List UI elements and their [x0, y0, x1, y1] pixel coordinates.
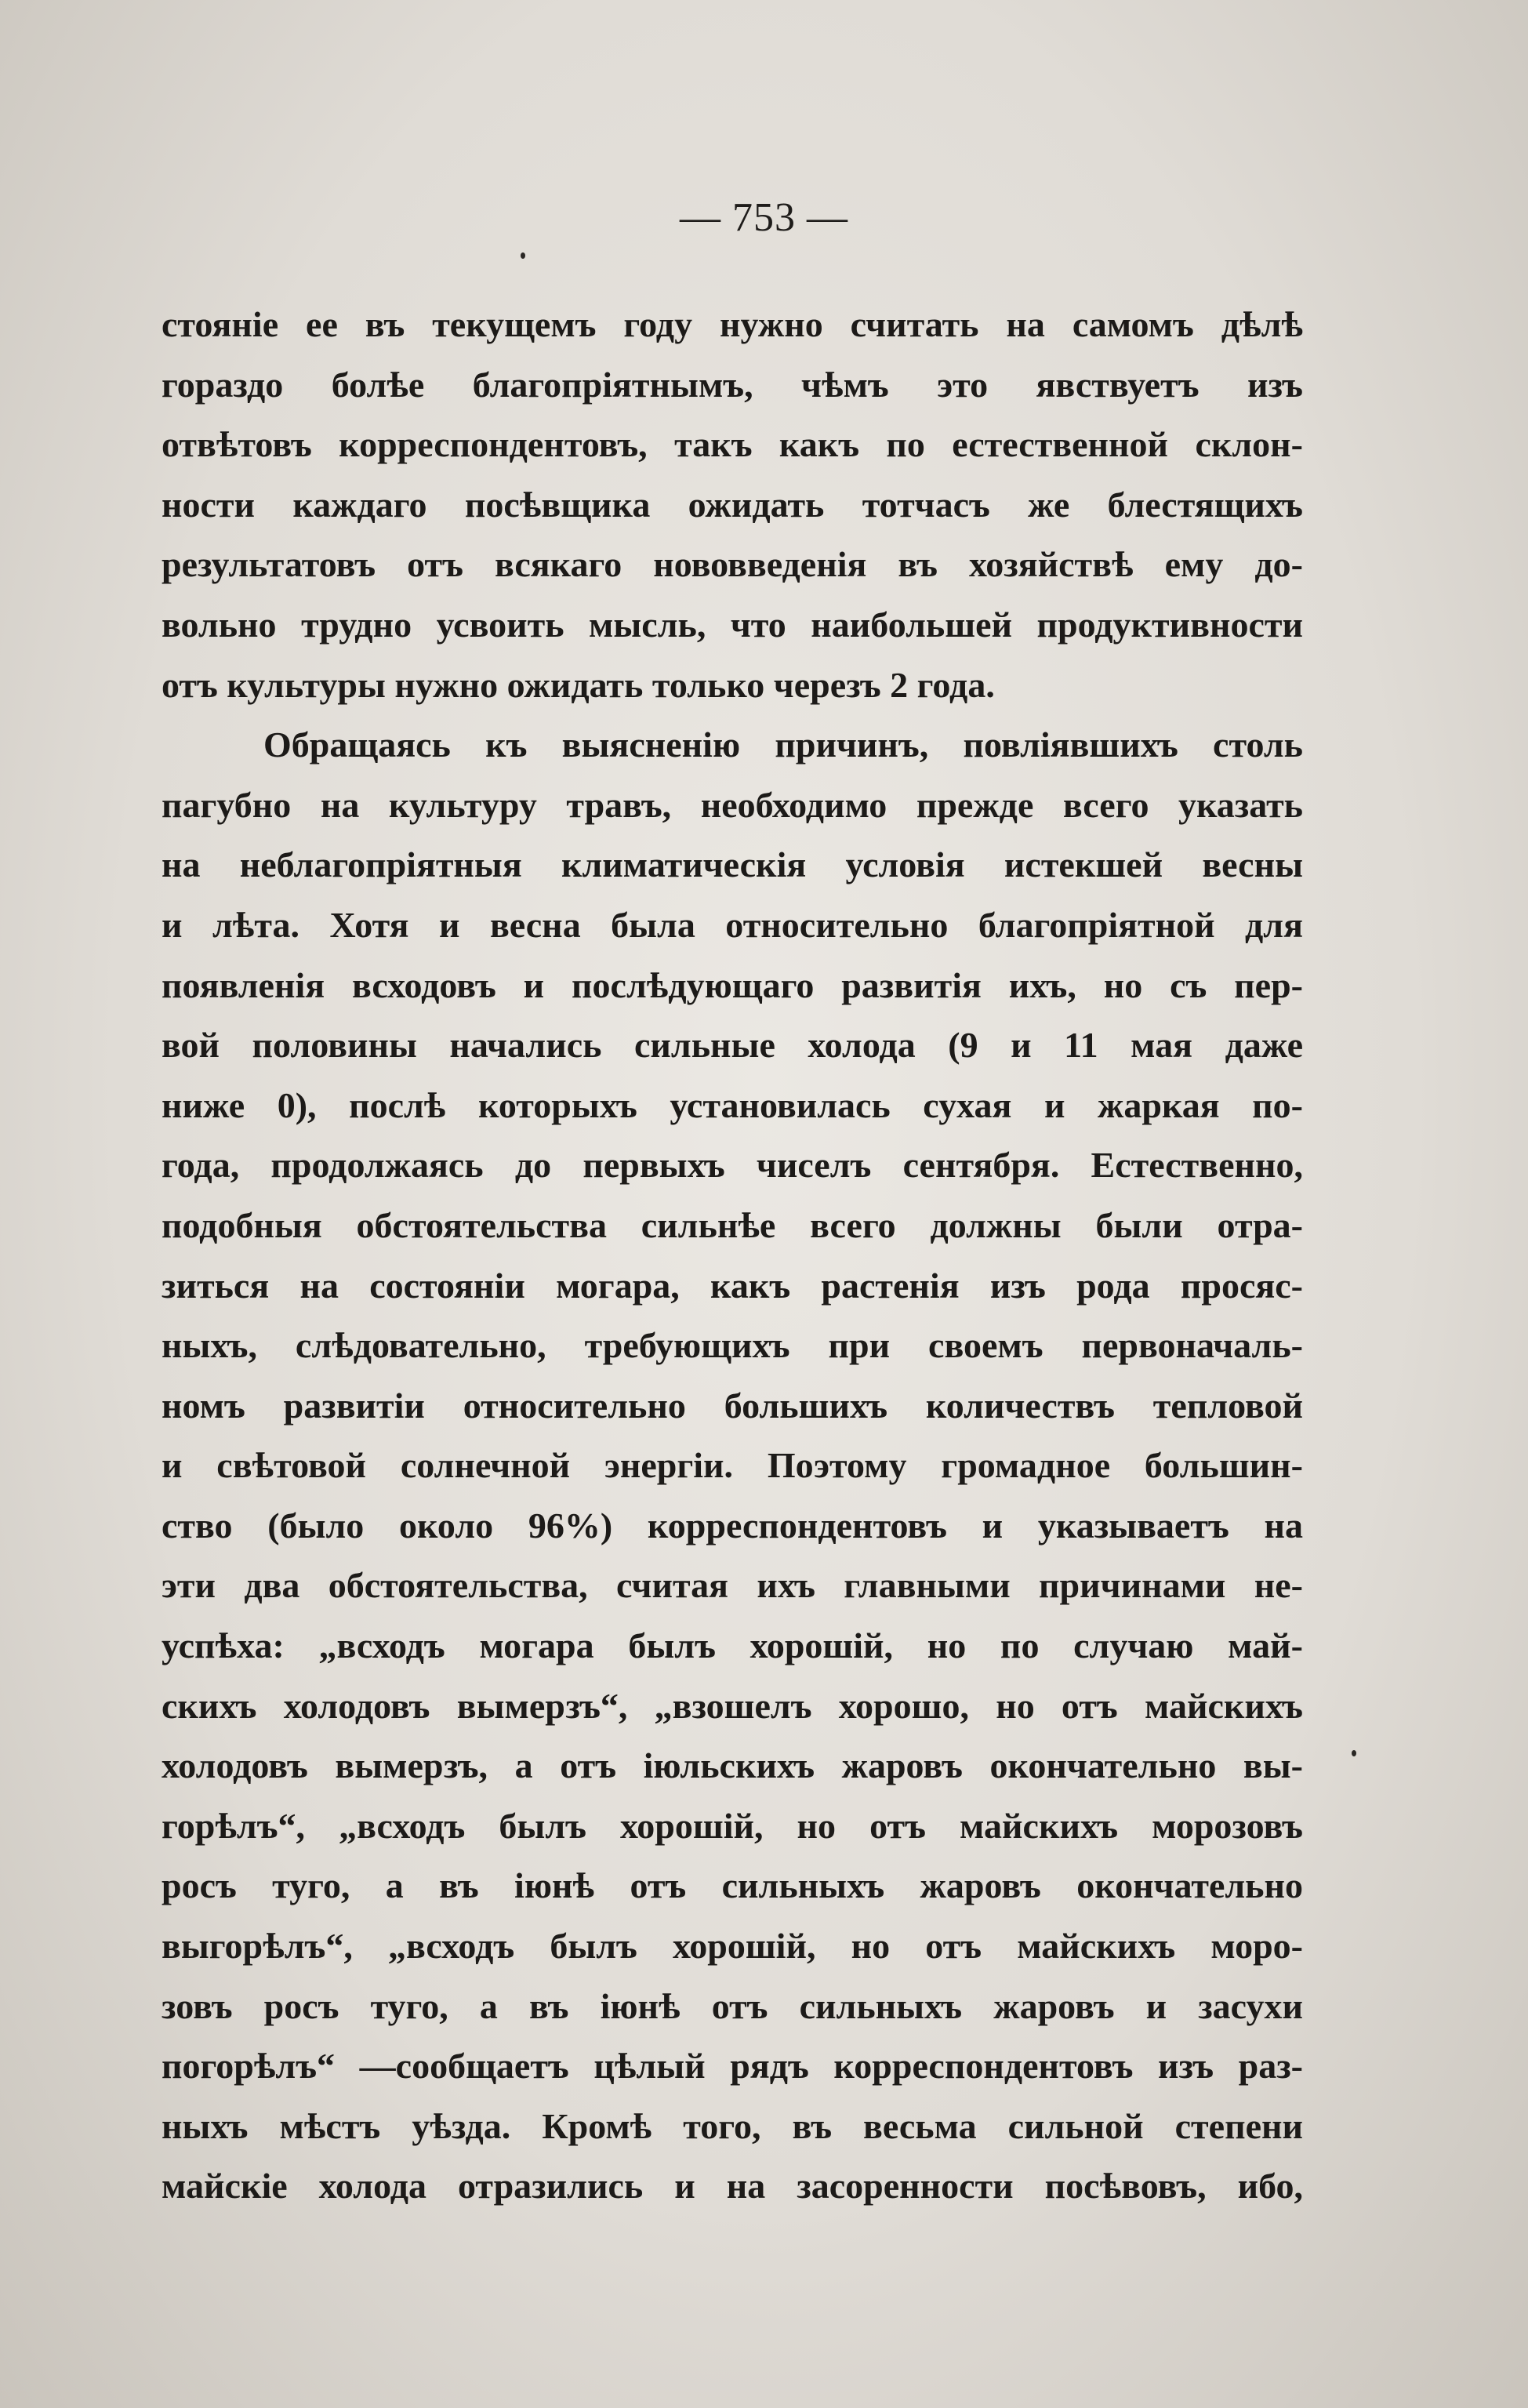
ink-speck: [1352, 1750, 1356, 1756]
ink-speck: [521, 252, 525, 259]
text-line: вольно трудно усвоить мысль, что наибольшей продуктивности: [162, 604, 1303, 645]
text-line: результатовъ отъ всякаго нововведенiя въ хозяйствѣ ему до-: [162, 544, 1303, 585]
text-line: подобныя обстоятельства сильнѣе всего должны были отра-: [162, 1204, 1303, 1245]
text-line: погорѣлъ“ —сообщаетъ цѣлый рядъ корреспондентовъ изъ раз-: [162, 2046, 1303, 2087]
text-line: года, продолжаясь до первыхъ чиселъ сентября. Естественно,: [162, 1145, 1303, 1186]
text-line: успѣха: „всходъ могара былъ хорошiй, но по случаю май-: [162, 1625, 1303, 1666]
text-line: зовъ росъ туго, а въ iюнѣ отъ сильныхъ жаровъ и засухи: [162, 1985, 1303, 2026]
text-line: стоянiе ее въ текущемъ году нужно считать на самомъ дѣлѣ: [162, 304, 1303, 344]
text-line: холодовъ вымерзъ, а отъ iюльскихъ жаровъ окончательно вы-: [162, 1745, 1303, 1786]
text-line: и лѣта. Хотя и весна была относительно благопрiятной для: [162, 904, 1303, 945]
text-line: ныхъ мѣстъ уѣзда. Кромѣ того, въ весьма сильной степени: [162, 2105, 1303, 2146]
body-text: [162, 295, 1303, 2217]
text-line: ности каждаго посѣвщика ожидать тотчасъ же блестящихъ: [162, 484, 1303, 525]
text-line: горѣлъ“, „всходъ былъ хорошiй, но отъ майскихъ морозовъ: [162, 1805, 1303, 1846]
text-line: ныхъ, слѣдовательно, требующихъ при своемъ первоначаль-: [162, 1325, 1303, 1366]
text-line: скихъ холодовъ вымерзъ“, „взошелъ хорошо, но отъ майскихъ: [162, 1685, 1303, 1726]
text-line: гораздо болѣе благопрiятнымъ, чѣмъ это явствуетъ изъ: [162, 364, 1303, 405]
text-line: эти два обстоятельства, считая ихъ главными причинами не-: [162, 1565, 1303, 1606]
text-line: росъ туго, а въ iюнѣ отъ сильныхъ жаровъ окончательно: [162, 1865, 1303, 1906]
text-line: зиться на состоянiи могара, какъ растенiя изъ рода просяс-: [162, 1265, 1303, 1306]
text-line: отъ культуры нужно ожидать только черезъ 2 года.: [162, 664, 995, 705]
text-line: номъ развитiи относительно большихъ количествъ тепловой: [162, 1385, 1303, 1426]
text-line: Обращаясь къ выясненiю причинъ, повлiявшихъ столь: [263, 725, 1303, 765]
text-line: пагубно на культуру травъ, необходимо прежде всего указать: [162, 784, 1303, 825]
text-line: и свѣтовой солнечной энергiи. Поэтому громадное большин-: [162, 1445, 1303, 1486]
text-line: отвѣтовъ корреспондентовъ, такъ какъ по естественной склон-: [162, 424, 1303, 465]
text-line: появленiя всходовъ и послѣдующаго развитiя ихъ, но съ пер-: [162, 964, 1303, 1005]
text-line: выгорѣлъ“, „всходъ былъ хорошiй, но отъ майскихъ моро-: [162, 1926, 1303, 1967]
text-line: на неблагопрiятныя климатическiя условiя истекшей весны: [162, 844, 1303, 885]
text-line: ниже 0), послѣ которыхъ установилась сухая и жаркая по-: [162, 1084, 1303, 1125]
text-line: майскiе холода отразились и на засоренности посѣвовъ, ибо,: [162, 2166, 1303, 2206]
page-number: — 753 —: [680, 195, 848, 240]
text-line: вой половины начались сильные холода (9 и 11 мая даже: [162, 1025, 1303, 1066]
text-line: ство (было около 96%) корреспондентовъ и указываетъ на: [162, 1505, 1303, 1545]
